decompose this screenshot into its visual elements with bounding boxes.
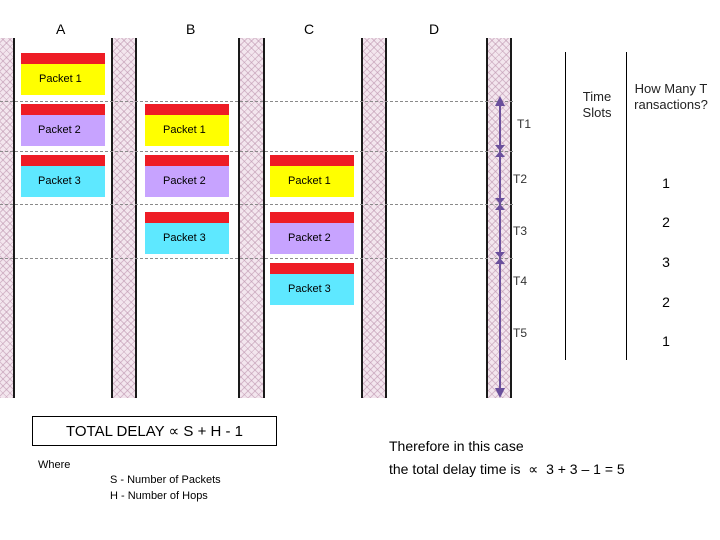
link-hatch-c-d [363, 38, 385, 398]
conclusion-line-2: the total delay time is ∝ 3 + 3 – 1 = 5 [389, 461, 625, 477]
definition-s: S - Number of Packets [110, 474, 221, 486]
packet-label: Packet 3 [145, 223, 229, 254]
total-delay-formula: TOTAL DELAY ∝ S + H - 1 [32, 416, 277, 446]
time-arrow-ticks [493, 0, 507, 400]
node-label-d: D [429, 21, 440, 37]
packet-b-row2 [145, 104, 229, 146]
time-boundary-3 [0, 204, 513, 205]
node-line-d [385, 38, 387, 398]
link-hatch-left [0, 38, 13, 398]
conclusion-line-1: Therefore in this case [389, 438, 524, 454]
table-divider-right [626, 52, 627, 360]
link-hatch-a-b [113, 38, 135, 398]
table-header-time-slots: Time Slots [582, 89, 612, 120]
packet-label: Packet 3 [270, 274, 354, 305]
packet-header [21, 104, 105, 115]
node-line-d-right [486, 38, 488, 398]
time-label-t1: T1 [517, 117, 532, 131]
packet-c-row5 [270, 263, 354, 305]
node-line-c [263, 38, 265, 398]
node-line-a-right [111, 38, 113, 398]
packet-b-row4 [145, 212, 229, 254]
transaction-count-4: 2 [662, 294, 670, 310]
packet-header [145, 155, 229, 166]
packet-label: Packet 2 [145, 166, 229, 197]
time-boundary-2 [0, 151, 513, 152]
node-label-b: B [186, 21, 196, 37]
node-label-a: A [56, 21, 66, 37]
transaction-count-2: 2 [662, 214, 670, 230]
packet-header [21, 155, 105, 166]
link-hatch-b-c [240, 38, 263, 398]
packet-label: Packet 3 [21, 166, 105, 197]
node-line-end [510, 38, 512, 398]
time-label-t3: T3 [513, 224, 528, 238]
packet-a-row2 [21, 104, 105, 146]
time-boundary-1 [0, 101, 513, 102]
node-line-b [135, 38, 137, 398]
packet-header [145, 104, 229, 115]
node-line-b-right [238, 38, 240, 398]
packet-label: Packet 2 [21, 115, 105, 146]
packet-label: Packet 1 [270, 166, 354, 197]
time-label-t2: T2 [513, 172, 528, 186]
packet-b-row3 [145, 155, 229, 197]
time-label-t5: T5 [513, 326, 528, 340]
packet-label: Packet 1 [145, 115, 229, 146]
packet-label: Packet 1 [21, 64, 105, 95]
packet-c-row3 [270, 155, 354, 197]
transaction-count-5: 1 [662, 333, 670, 349]
definition-h: H - Number of Hops [110, 490, 208, 502]
packet-header [21, 53, 105, 64]
packet-header [270, 155, 354, 166]
packet-a-row1 [21, 53, 105, 95]
time-boundary-4 [0, 258, 513, 259]
packet-label: Packet 2 [270, 223, 354, 254]
table-divider-left [565, 52, 566, 360]
packet-a-row3 [21, 155, 105, 197]
time-label-t4: T4 [513, 274, 528, 288]
node-line-c-right [361, 38, 363, 398]
node-label-c: C [304, 21, 315, 37]
node-line-a [13, 38, 15, 398]
transaction-count-3: 3 [662, 254, 670, 270]
packet-header [270, 263, 354, 274]
transaction-count-1: 1 [662, 175, 670, 191]
where-label: Where [38, 459, 71, 471]
packet-header [145, 212, 229, 223]
packet-c-row4 [270, 212, 354, 254]
table-header-transactions: How Many Transactions? [634, 81, 708, 112]
packet-header [270, 212, 354, 223]
